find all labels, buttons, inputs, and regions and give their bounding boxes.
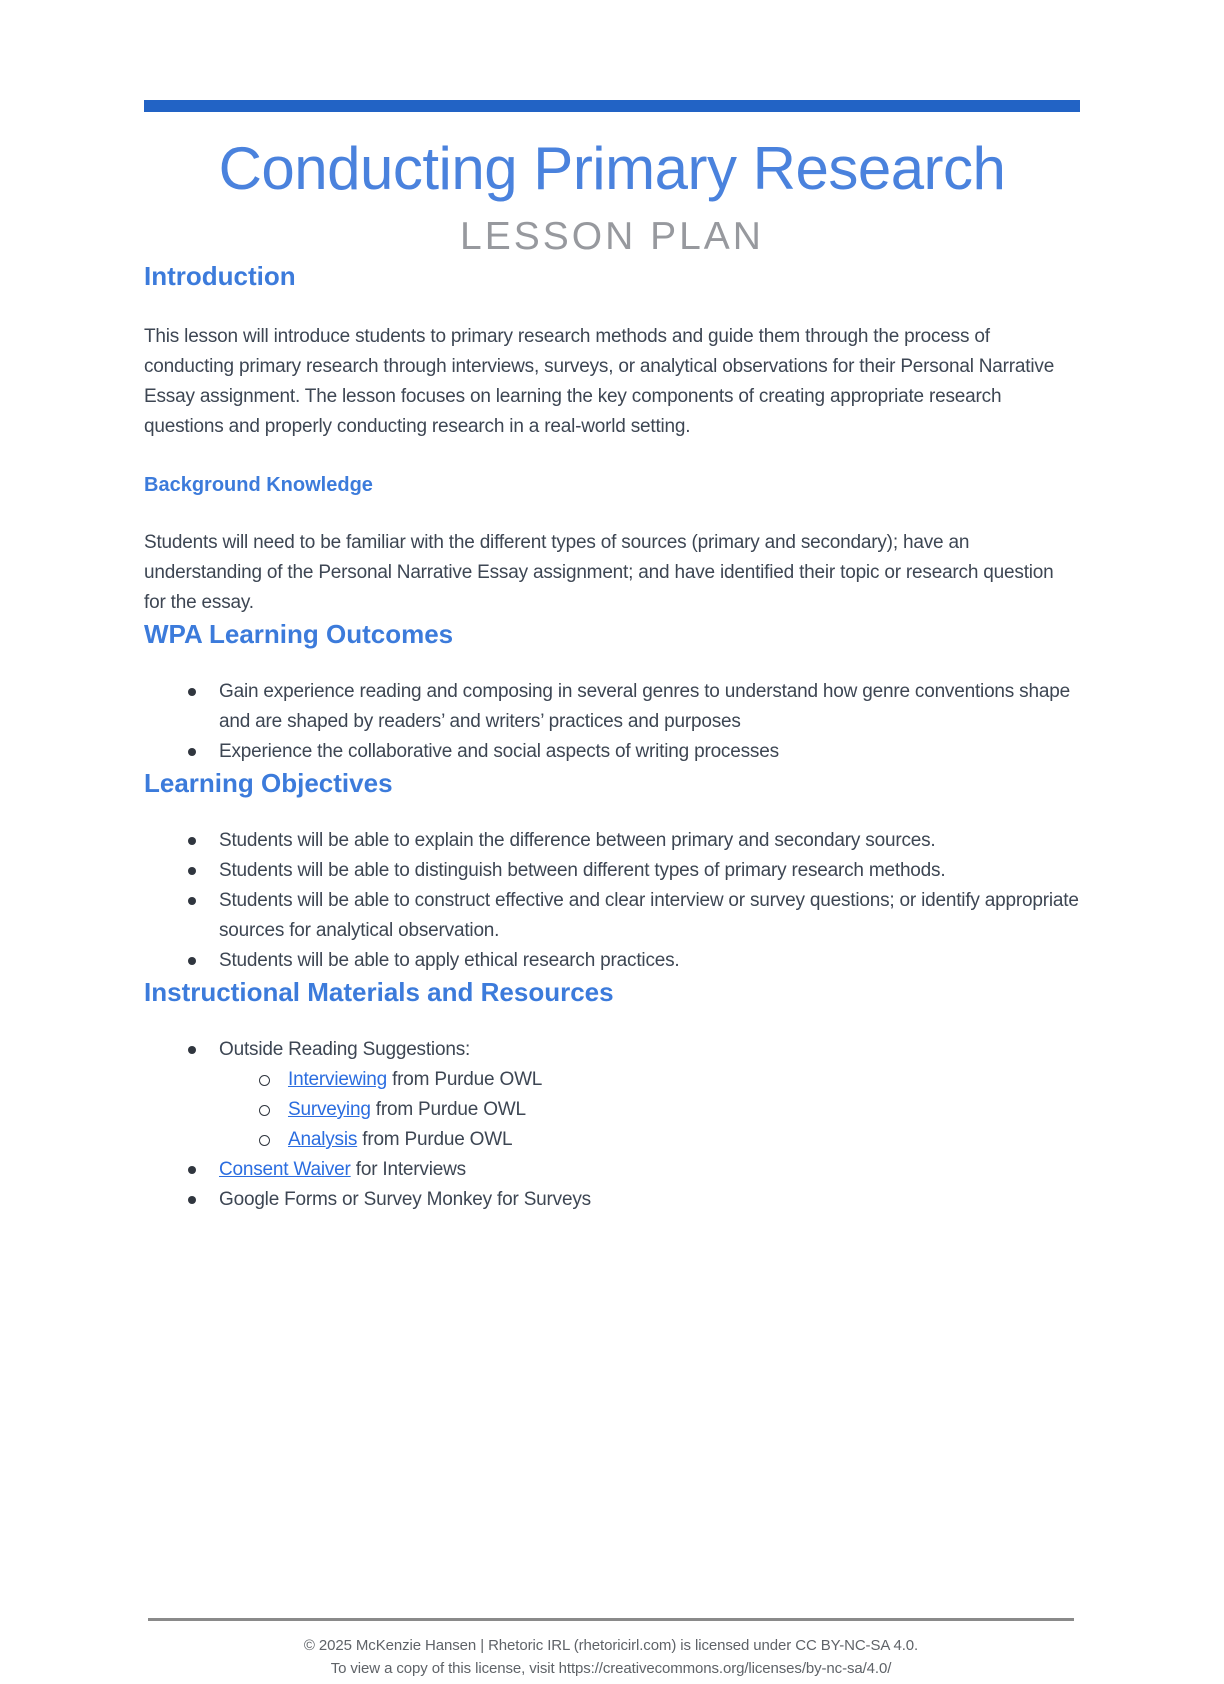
link-suffix-text: for Interviews (350, 1159, 466, 1180)
analysis-link[interactable]: Analysis (288, 1129, 358, 1150)
section-heading-learning-objectives: Learning Objectives (144, 768, 393, 798)
objective-text: Students will be able to distinguish between different types of primary research methods. (219, 860, 946, 881)
accent-bar (144, 100, 1080, 112)
list-item (144, 737, 1080, 767)
section-heading-background-knowledge: Background Knowledge (144, 474, 373, 496)
outside-reading-label: Outside Reading Suggestions: (219, 1039, 471, 1060)
outside-reading-sublist (219, 1065, 1080, 1155)
link-suffix-text: from Purdue OWL (386, 1069, 543, 1090)
link-suffix-text: from Purdue OWL (357, 1129, 513, 1150)
page-footer (148, 1618, 1074, 1680)
objective-text: Students will be able to construct effective and clear interview or survey questions; or identify appropriate sources for analytical observation. (219, 890, 1079, 941)
page-subtitle: LESSON PLAN (460, 215, 764, 258)
interviewing-link[interactable]: Interviewing (288, 1069, 387, 1090)
consent-waiver-link[interactable]: Consent Waiver (219, 1159, 351, 1180)
link-suffix-text: from Purdue OWL (370, 1099, 526, 1120)
list-item (144, 946, 1080, 976)
background-knowledge-paragraph: Students will need to be familiar with the different types of sources (primary and secondary); have an understanding of the Personal Narrative Essay assignment; and have identified their topic or research question for the essay. (144, 532, 1054, 613)
list-item (144, 1185, 1080, 1215)
list-item (144, 886, 1080, 946)
footer-divider (148, 1618, 1074, 1621)
section-heading-instructional-materials: Instructional Materials and Resources (144, 977, 614, 1007)
learning-objectives-list (144, 826, 1080, 976)
footer-license-url-line: To view a copy of this license, visit https://creativecommons.org/licenses/by-nc-sa/4.0/ (330, 1660, 892, 1677)
list-item (144, 1035, 1080, 1155)
wpa-outcome-text: Experience the collaborative and social aspects of writing processes (219, 741, 779, 762)
section-heading-wpa-learning-outcomes: WPA Learning Outcomes (144, 619, 454, 649)
list-item (219, 1065, 1080, 1095)
objective-text: Students will be able to explain the difference between primary and secondary sources. (219, 830, 936, 851)
introduction-paragraph: This lesson will introduce students to primary research methods and guide them through the process of conducting primary research through interviews, surveys, or analytical observations for their Personal Narrative Essay assignment. The lesson focuses on learning the key components of creating appropriate research questions and properly conducting research in a real-world setting. (144, 326, 1055, 437)
wpa-outcomes-list (144, 677, 1080, 767)
google-forms-text: Google Forms or Survey Monkey for Surveys (219, 1189, 591, 1210)
wpa-outcome-text: Gain experience reading and composing in several genres to understand how genre conventions shape and are shaped by readers’ and writers’ practices and purposes (219, 681, 1070, 732)
instructional-materials-list (144, 1035, 1080, 1215)
list-item (144, 826, 1080, 856)
lesson-plan-document (0, 100, 1224, 1215)
list-item (144, 856, 1080, 886)
surveying-link[interactable]: Surveying (288, 1099, 371, 1120)
list-item (219, 1125, 1080, 1155)
list-item (219, 1095, 1080, 1125)
section-heading-introduction: Introduction (144, 261, 296, 291)
page-title: Conducting Primary Research (218, 135, 1006, 202)
objective-text: Students will be able to apply ethical research practices. (219, 950, 680, 971)
list-item (144, 677, 1080, 737)
list-item (144, 1155, 1080, 1185)
footer-license-line: © 2025 McKenzie Hansen | Rhetoric IRL (rhetoricirl.com) is licensed under CC BY-NC-SA 4.0. (303, 1637, 919, 1654)
